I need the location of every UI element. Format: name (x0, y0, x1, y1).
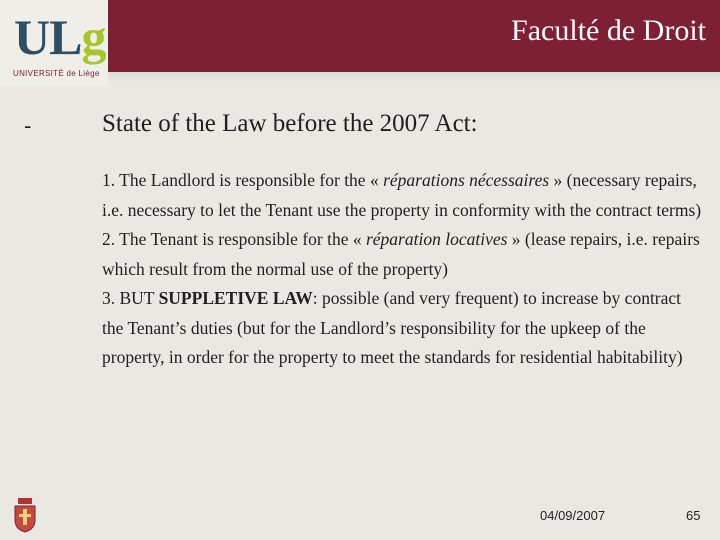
logo-mark (14, 8, 105, 66)
point-2 (102, 225, 702, 284)
point-3 (102, 284, 702, 373)
point-1 (102, 166, 702, 225)
slide-body (102, 166, 702, 373)
university-logo (0, 0, 108, 86)
point-2-prefix: 2. The Tenant is responsible for the « (102, 229, 366, 249)
logo-letter-g: g (81, 9, 106, 65)
logo-caption: UNIVERSITÉ de Liège (13, 69, 100, 78)
point-1-term: réparations nécessaires (383, 170, 550, 190)
point-3-emphasis: SUPPLETIVE LAW (158, 288, 313, 308)
point-1-suffix: » (necessary repairs, i.e. necessary to let the Tenant use the property in conformity with the contract terms) (102, 170, 702, 220)
point-2-suffix: » (lease repairs, i.e. repairs which result from the normal use of the property) (102, 229, 700, 279)
slide-title: State of the Law before the 2007 Act: (102, 110, 478, 137)
page-number: 65 (686, 508, 701, 523)
logo-letters: UL (14, 9, 82, 65)
point-1-prefix: 1. The Landlord is responsible for the « (102, 170, 384, 190)
footer-date: 04/09/2007 (540, 508, 606, 523)
title-bullet: - (24, 114, 32, 139)
point-2-term: réparation locatives (365, 229, 508, 249)
faculty-title: Faculté de Droit (511, 14, 706, 47)
university-crest-icon (12, 496, 38, 534)
header-divider (0, 72, 720, 82)
point-3-prefix: 3. BUT (102, 288, 159, 308)
point-3-suffix: : possible (and very frequent) to increase by contract the Tenant’s duties (but for the Landlord’s responsibility for the upkeep of the property, in order for the property to meet the standards for residential habitability) (102, 288, 683, 367)
